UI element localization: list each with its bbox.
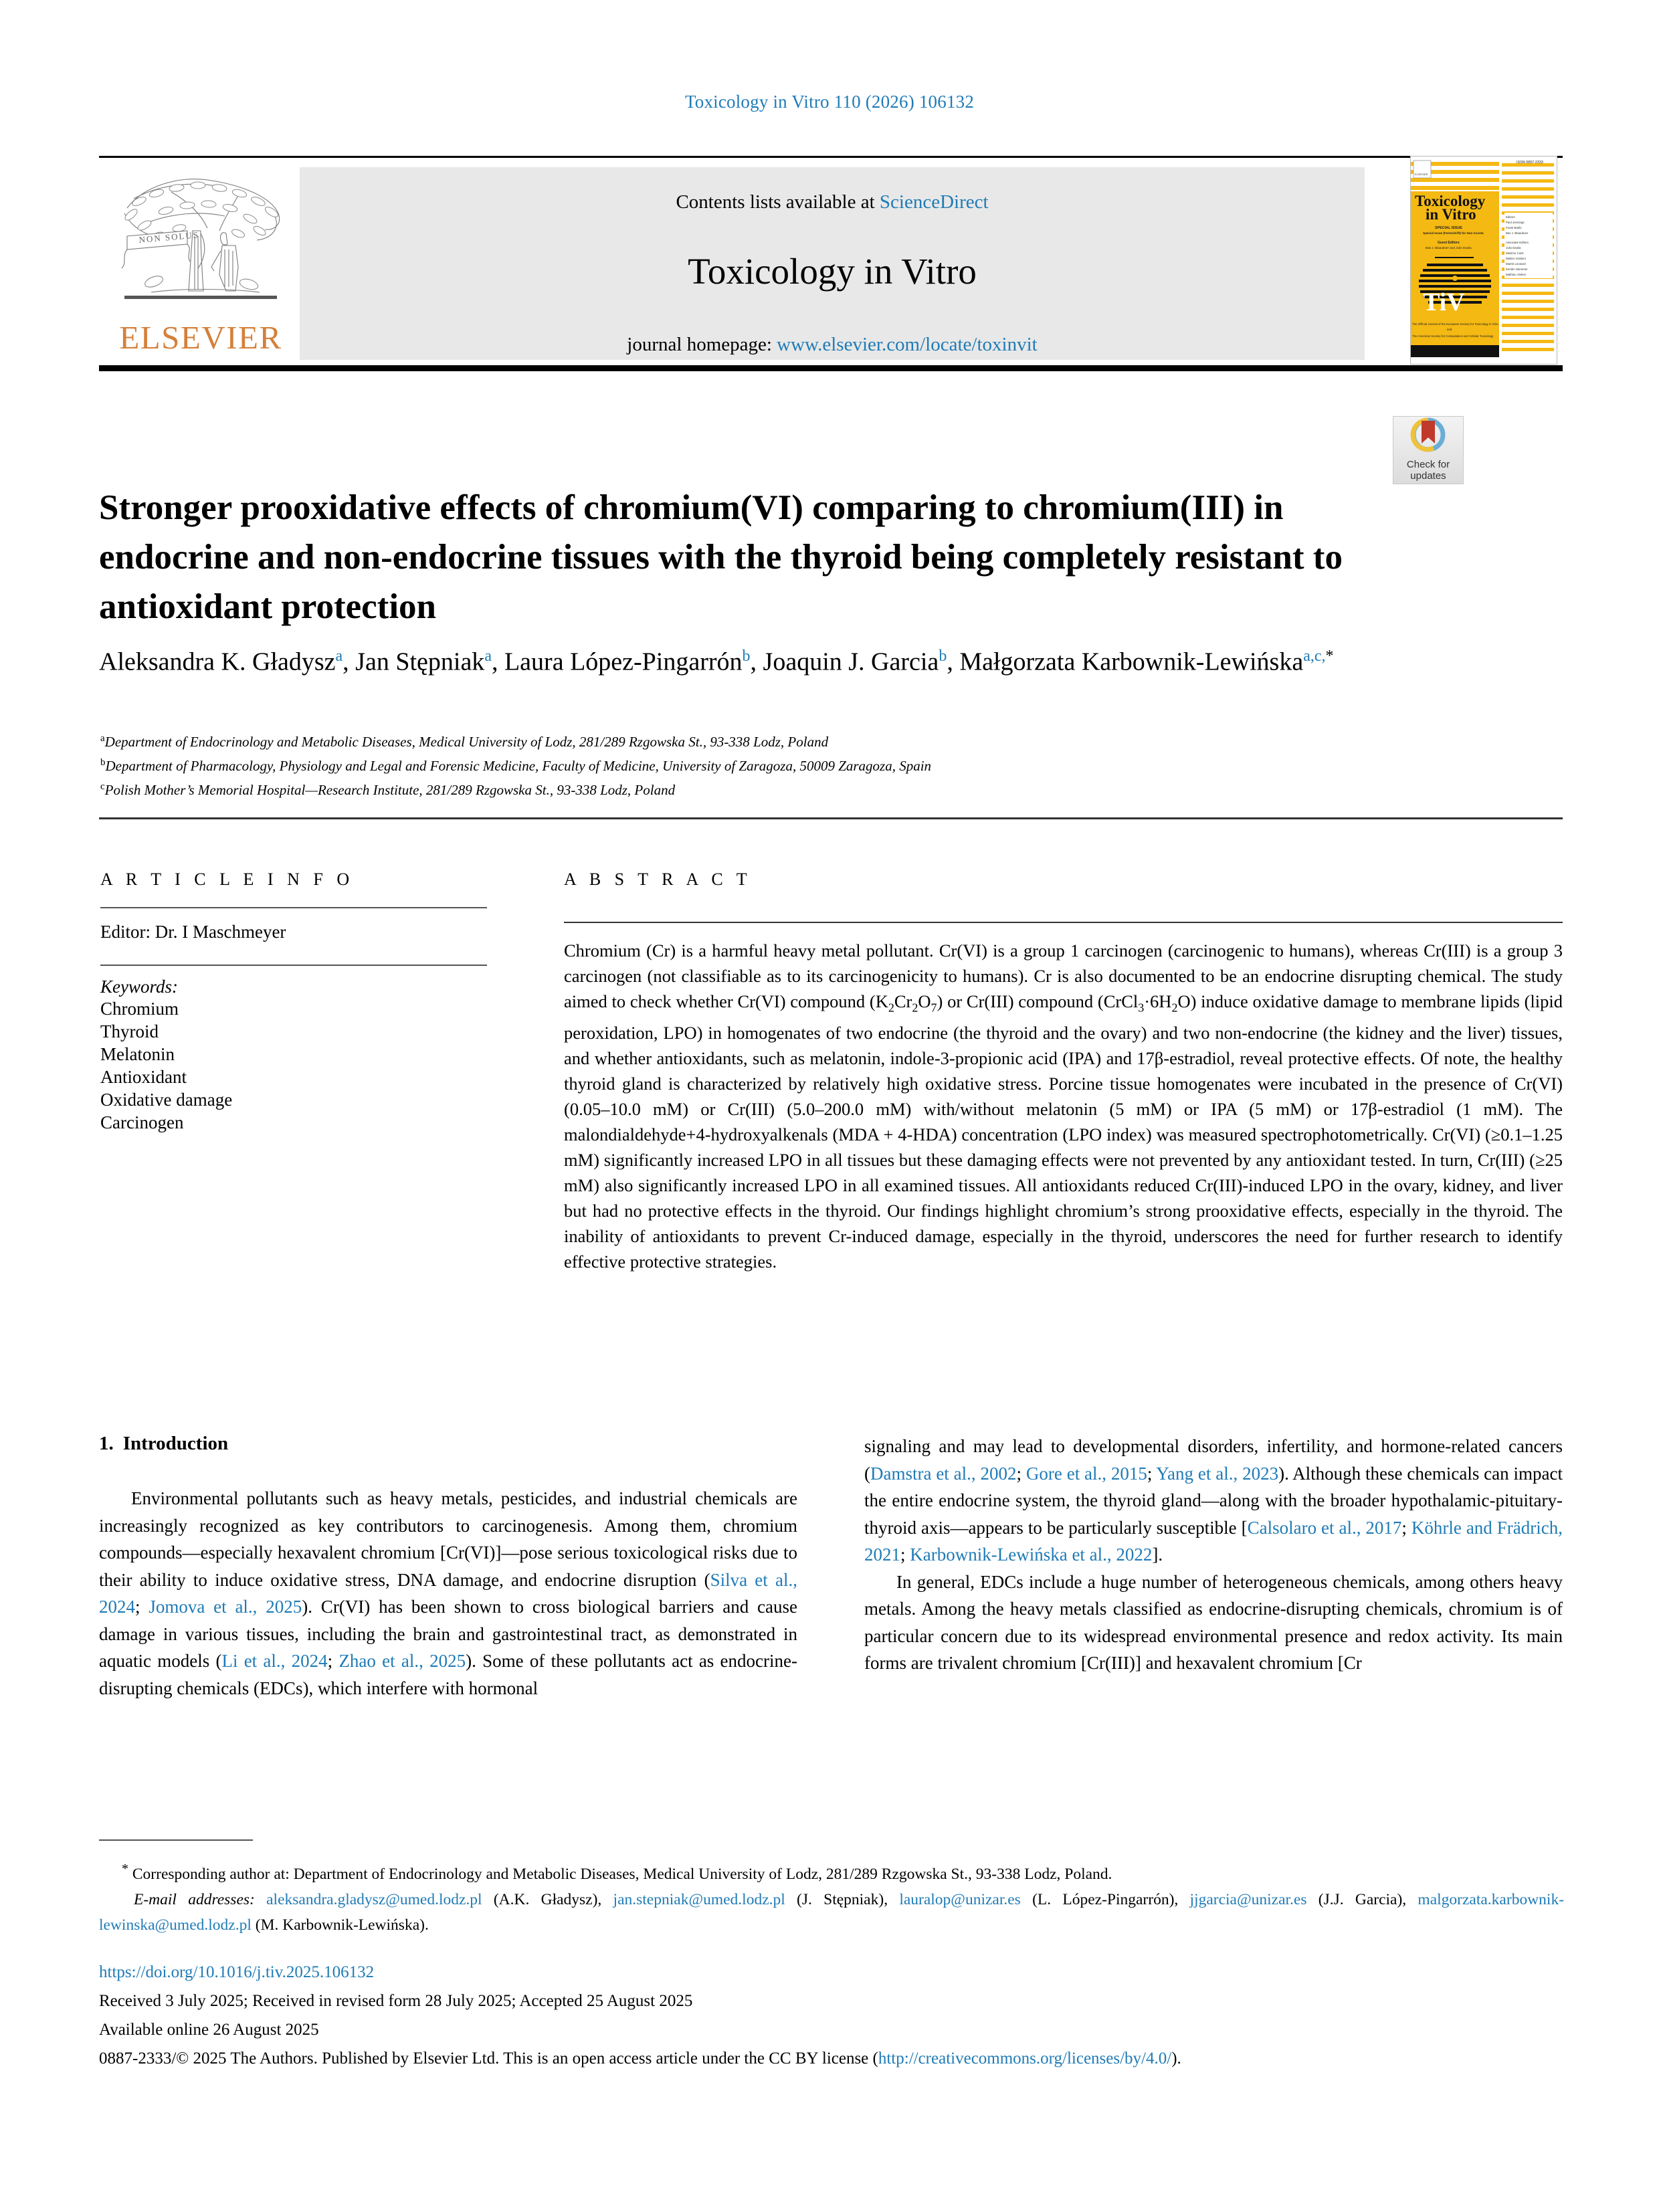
section-heading-introduction bbox=[99, 1433, 228, 1455]
email-owner: (J. Stępniak), bbox=[785, 1890, 900, 1908]
citation-link[interactable]: Karbownik-Lewińska et al., 2022 bbox=[910, 1544, 1153, 1565]
author-affil-mark: b bbox=[742, 647, 751, 665]
crossmark-badge[interactable] bbox=[1393, 416, 1464, 484]
email-link[interactable]: malgorzata.karbownik-lewinska@umed.lodz.pl bbox=[99, 1890, 1565, 1934]
svg-text:Kerstin Stemmer: Kerstin Stemmer bbox=[1506, 268, 1528, 271]
affiliation-item bbox=[100, 777, 1425, 801]
keyword-item: Carcinogen bbox=[100, 1112, 184, 1132]
elsevier-tree-icon bbox=[107, 167, 294, 317]
footnote-star: * bbox=[122, 1862, 128, 1876]
svg-text:Bas J. Blaauboer: Bas J. Blaauboer bbox=[1506, 231, 1529, 235]
section-number: 1. bbox=[99, 1433, 114, 1454]
copyright-text: 0887-2333/© 2025 The Authors. Published by Elsevier Ltd. This is an open access article under the CC BY license ( bbox=[99, 2049, 878, 2068]
paragraph: In general, EDCs include a huge number of heterogeneous chemicals, among others heavy metals. Among the heavy metals classified as endocrine-disrupting chemicals, chromium is of particular concern due to its widespread environmental presence and redox activity. Its main forms are trivalent chromium [Cr(III)] and hexavalent chromium [Cr bbox=[864, 1571, 1563, 1673]
corresponding-author-mark: * bbox=[1325, 647, 1334, 665]
abstract-part: ·6H bbox=[1144, 991, 1172, 1011]
author-sep: , bbox=[947, 647, 960, 676]
citation-link[interactable]: Calsolaro et al., 2017 bbox=[1247, 1517, 1402, 1538]
citation-link[interactable]: Yang et al., 2023 bbox=[1156, 1463, 1279, 1484]
svg-text:ISSN 0897-2333: ISSN 0897-2333 bbox=[1517, 161, 1543, 165]
citation-link[interactable]: Jomova et al., 2025 bbox=[149, 1597, 302, 1617]
svg-text:The Official Journal of the Eu: The Official Journal of the European Society for Toxicology in Vitro bbox=[1412, 322, 1498, 326]
author-sep: , bbox=[491, 647, 504, 676]
svg-text:Julio Davila: Julio Davila bbox=[1506, 246, 1521, 249]
svg-text:Editors: Editors bbox=[1506, 215, 1515, 219]
text-run: signaling and may lead to developmental disorders, infertility, and hormone-related cancers ( bbox=[864, 1436, 1563, 1484]
text-run: ). Some of these pollutants act as endocrine-disrupting chemicals (EDCs), which interfere with hormonal bbox=[99, 1651, 797, 1698]
svg-text:Frank Barile: Frank Barile bbox=[1506, 226, 1522, 229]
abstract-part: ) or Cr(III) compound (CrCl bbox=[937, 991, 1139, 1011]
info-abstract-divider bbox=[99, 817, 1563, 819]
abstract-part: Chromium (Cr) is a harmful heavy metal pollutant. Cr(VI) is a group 1 carcinogen (carcinogenic to humans), whereas Cr(III) is a group 3 carcinogen (not classifiable as to its carcinogenicity to humans). Cr is also documented to be an endocrine disrupting chemical. The study aimed to check whether Cr(VI) compound (K bbox=[564, 940, 1563, 1011]
citation-link[interactable]: Gore et al., 2015 bbox=[1026, 1463, 1147, 1484]
email-owner: (J.J. Garcia), bbox=[1306, 1890, 1418, 1908]
author-name: Laura López-Pingarrón bbox=[504, 647, 743, 676]
author-affil-mark: a bbox=[484, 647, 492, 665]
keyword-item: Oxidative damage bbox=[100, 1090, 233, 1110]
sciencedirect-link[interactable]: ScienceDirect bbox=[879, 191, 989, 213]
journal-cover-thumbnail bbox=[1410, 156, 1557, 365]
text-run: ; bbox=[135, 1597, 149, 1617]
body-column-left bbox=[99, 1485, 797, 1702]
email-link[interactable]: lauralop@unizar.es bbox=[899, 1890, 1021, 1908]
author-name: Aleksandra K. Gładysz bbox=[99, 647, 336, 676]
copyright-line bbox=[99, 2044, 1564, 2073]
svg-text:Special Issue (Festschrift) fo: Special Issue (Festschrift) for Dan Acosta bbox=[1423, 231, 1484, 235]
text-run: Environmental pollutants such as heavy metals, pesticides, and industrial chemicals are increasingly recognized as key contributors to carcinogenesis. Among them, chromium compounds—especially hexavalent chromium [Cr(VI)]—pose serious toxicological risks due to their ability to induce oxidative stress, DNA damage, and endocrine disruption ( bbox=[99, 1488, 797, 1590]
section-title: Introduction bbox=[122, 1433, 229, 1454]
svg-text:SPECIAL ISSUE: SPECIAL ISSUE bbox=[1435, 226, 1462, 230]
keywords-rule bbox=[100, 965, 487, 966]
abstract-sub: 7 bbox=[931, 1001, 937, 1015]
abstract-text bbox=[564, 938, 1563, 1274]
citation-link[interactable]: Damstra et al., 2002 bbox=[870, 1463, 1017, 1484]
journal-homepage-line bbox=[300, 334, 1365, 356]
text-run: ). Cr(VI) has been shown to cross biological barriers and cause damage in various tissues, including the brain and gastrointestinal tract, as demonstrated in aquatic models ( bbox=[99, 1597, 797, 1671]
body-column-right bbox=[864, 1433, 1563, 1677]
article-info-section bbox=[100, 870, 487, 1134]
running-head: Toxicology in Vitro 110 (2026) 106132 bbox=[684, 92, 975, 112]
email-addresses-label: E-mail addresses: bbox=[134, 1890, 255, 1908]
svg-text:The American Society for Compu: The American Society for Computation and Cellular Toxicology bbox=[1412, 334, 1494, 338]
license-link[interactable]: http://creativecommons.org/licenses/by/4.0/ bbox=[878, 2049, 1172, 2068]
received-dates: Received 3 July 2025; Received in revised form 28 July 2025; Accepted 25 August 2025 bbox=[99, 1992, 693, 2010]
abstract-sub: 2 bbox=[888, 1001, 894, 1015]
article-info-heading: A R T I C L E I N F O bbox=[100, 870, 355, 889]
keyword-item: Antioxidant bbox=[100, 1067, 187, 1087]
keyword-item: Melatonin bbox=[100, 1044, 175, 1064]
affiliation-list bbox=[100, 728, 1425, 801]
svg-text:Paul Jennings: Paul Jennings bbox=[1506, 221, 1525, 224]
svg-text:Toxicology: Toxicology bbox=[1415, 193, 1486, 209]
svg-text:TiV: TiV bbox=[1423, 288, 1465, 316]
abstract-sub: 2 bbox=[1171, 1001, 1178, 1015]
author-name: Jan Stępniak bbox=[355, 647, 485, 676]
corresponding-author-text: Corresponding author at: Department of Endocrinology and Metabolic Diseases, Medical University of Lodz, 281/289 Rzgowska St., 93-338 Lodz, Poland. bbox=[132, 1865, 1112, 1883]
corresponding-author-note bbox=[99, 1856, 1564, 1887]
email-link[interactable]: aleksandra.gladysz@umed.lodz.pl bbox=[266, 1890, 482, 1908]
elsevier-logo bbox=[107, 167, 294, 361]
footnote-block bbox=[99, 1856, 1564, 1938]
text-run: ]. bbox=[1152, 1544, 1163, 1565]
contents-available-line bbox=[300, 191, 1365, 213]
email-owner: (M. Karbownik-Lewińska). bbox=[251, 1916, 429, 1934]
affiliation-mark: b bbox=[100, 757, 106, 768]
svg-text:Bas J. Blaauboer and Julio Dav: Bas J. Blaauboer and Julio Davila bbox=[1426, 246, 1472, 249]
text-run: ; bbox=[1401, 1517, 1411, 1538]
author-affil-mark: b bbox=[939, 647, 947, 665]
elsevier-wordmark: ELSEVIER bbox=[119, 319, 282, 356]
crossmark-label: Check for updates bbox=[1406, 459, 1450, 482]
affiliation-mark: c bbox=[100, 781, 105, 792]
abstract-sub: 2 bbox=[912, 1001, 918, 1015]
affiliation-mark: a bbox=[100, 733, 105, 744]
citation-link[interactable]: Zhao et al., 2025 bbox=[338, 1651, 466, 1671]
citation-link[interactable]: Köhrle and Frädrich, 2021 bbox=[864, 1517, 1563, 1565]
email-addresses-note bbox=[99, 1887, 1564, 1938]
paragraph bbox=[864, 1433, 1563, 1569]
text-run: ; bbox=[1016, 1463, 1026, 1484]
author-affil-mark: a,c, bbox=[1303, 647, 1326, 665]
author-sep: , bbox=[750, 647, 763, 676]
svg-text:NON SOLUS: NON SOLUS bbox=[138, 229, 200, 245]
citation-link[interactable]: Li et al., 2024 bbox=[221, 1651, 328, 1671]
author-list bbox=[99, 637, 1390, 682]
svg-text:Mathieu Vinken: Mathieu Vinken bbox=[1506, 273, 1527, 276]
svg-text:Matteo Goldoni: Matteo Goldoni bbox=[1506, 257, 1526, 260]
editor-line: Editor: Dr. I Maschmeyer bbox=[100, 922, 286, 942]
email-owner: (A.K. Gładysz), bbox=[482, 1890, 613, 1908]
paragraph bbox=[99, 1485, 797, 1702]
text-run: ; bbox=[1147, 1463, 1157, 1484]
affiliation-text: Department of Pharmacology, Physiology and Legal and Forensic Medicine, Faculty of Medicine, University of Zaragoza, 50009 Zaragoza, Spain bbox=[105, 758, 932, 774]
keywords-label: Keywords: bbox=[100, 977, 178, 997]
svg-text:and: and bbox=[1447, 328, 1452, 331]
text-run: ; bbox=[900, 1544, 910, 1565]
affiliation-text: Department of Endocrinology and Metabolic Diseases, Medical University of Lodz, 281/289 Rzgowska St., 93-338 Lodz, Poland bbox=[104, 734, 829, 750]
abstract-part: O) induce oxidative damage to membrane lipids (lipid peroxidation, LPO) in homogenates of two endocrine (the thyroid and the ovary) and two non-endocrine (the kidney and the liver) tissues, and whether antioxidants, such as melatonin, indole-3-propionic acid (IPA) and 17β-estradiol, reveal protective effects. Of note, the healthy thyroid gland is characterized by relatively high oxidative stress. Porcine tissue homogenates were incubated in the presence of Cr(VI) (0.05–10.0 mM) or Cr(III) (5.0–200.0 mM) with/without melatonin (5 mM) or IPA (5 mM) or 17β-estradiol (1 mM). The malondialdehyde+4-hydroxyalkenals (MDA + 4-HDA) concentration (LPO index) was measured spectrophotometrically. Cr(VI) (≥0.1–1.25 mM) significantly increased LPO in all tissues but these damaging effects were not prevented by any antioxidant tested. In turn, Cr(III) (≥25 mM) also significantly increased LPO in all examined tissues. All antioxidants reduced Cr(III)-induced LPO in the ovary, kidney, and liver but had no protective effects in the thyroid. Our findings highlight chromium’s strong prooxidative effects, especially in the thyroid. The inability of antioxidants to prevent Cr-induced damage, especially in the thyroid, underscores the need for further research to identify effective protective strategies. bbox=[564, 991, 1563, 1272]
email-link[interactable]: jjgarcia@unizar.es bbox=[1189, 1890, 1307, 1908]
masthead-bottom-rule bbox=[99, 365, 1563, 371]
copyright-suffix: ). bbox=[1171, 2049, 1181, 2068]
doi-link[interactable]: https://doi.org/10.1016/j.tiv.2025.106132 bbox=[99, 1963, 375, 1981]
abstract-part: Cr bbox=[894, 991, 912, 1011]
affiliation-text: Polish Mother’s Memorial Hospital—Research Institute, 281/289 Rzgowska St., 93-338 Lodz, Poland bbox=[104, 782, 676, 798]
email-link[interactable]: jan.stepniak@umed.lodz.pl bbox=[613, 1890, 785, 1908]
abstract-rule bbox=[564, 922, 1563, 923]
author-sep: , bbox=[343, 647, 356, 676]
journal-title: Toxicology in Vitro bbox=[688, 251, 977, 292]
journal-homepage-link[interactable]: www.elsevier.com/locate/toxinvit bbox=[777, 334, 1038, 355]
masthead-center-panel bbox=[300, 167, 1365, 360]
email-owner: (L. López-Pingarrón), bbox=[1020, 1890, 1190, 1908]
homepage-prefix: journal homepage: bbox=[627, 334, 777, 355]
text-run: ). Although these chemicals can impact the entire endocrine system, the thyroid gland—along with the broader hypothalamic-pituitary-thyroid axis—appears to be particularly susceptible [ bbox=[864, 1463, 1563, 1538]
author-name: Joaquin J. Garcia bbox=[763, 647, 939, 676]
abstract-heading: A B S T R A C T bbox=[564, 870, 752, 889]
abstract-part: O bbox=[918, 991, 931, 1011]
crossmark-icon bbox=[1393, 417, 1463, 454]
author-name: Małgorzata Karbownik-Lewińska bbox=[959, 647, 1304, 676]
footer-metadata bbox=[99, 1958, 1564, 2073]
svg-text:Martin Leonard: Martin Leonard bbox=[1506, 262, 1526, 266]
text-run: ; bbox=[327, 1651, 339, 1671]
masthead-top-rule bbox=[99, 156, 1563, 158]
keyword-item: Chromium bbox=[100, 999, 179, 1019]
citation-link[interactable]: Silva et al., 2024 bbox=[99, 1569, 797, 1617]
affiliation-item bbox=[100, 728, 1425, 752]
svg-text:Guest Editors: Guest Editors bbox=[1438, 241, 1460, 245]
abstract-sub: 3 bbox=[1138, 1001, 1145, 1015]
available-online: Available online 26 August 2025 bbox=[99, 2021, 319, 2039]
affiliation-item bbox=[100, 752, 1425, 777]
footnote-divider bbox=[99, 1839, 253, 1841]
keyword-item: Thyroid bbox=[100, 1021, 159, 1041]
svg-text:in Vitro: in Vitro bbox=[1426, 206, 1476, 223]
author-affil-mark: a bbox=[335, 647, 343, 665]
article-info-rule bbox=[100, 907, 487, 908]
contents-prefix: Contents lists available at bbox=[676, 191, 880, 213]
journal-masthead bbox=[99, 156, 1563, 367]
svg-text:Associate Editors: Associate Editors bbox=[1506, 241, 1529, 244]
abstract-section bbox=[564, 870, 1563, 1274]
svg-text:ELSEVIER: ELSEVIER bbox=[1415, 173, 1428, 176]
page-title: Stronger prooxidative effects of chromium(VI) comparing to chromium(III) in endocrine and non-endocrine tissues with the thyroid being completely resistant to antioxidant protection bbox=[99, 488, 1343, 626]
svg-text:Maximo Cuixt: Maximo Cuixt bbox=[1506, 252, 1524, 255]
